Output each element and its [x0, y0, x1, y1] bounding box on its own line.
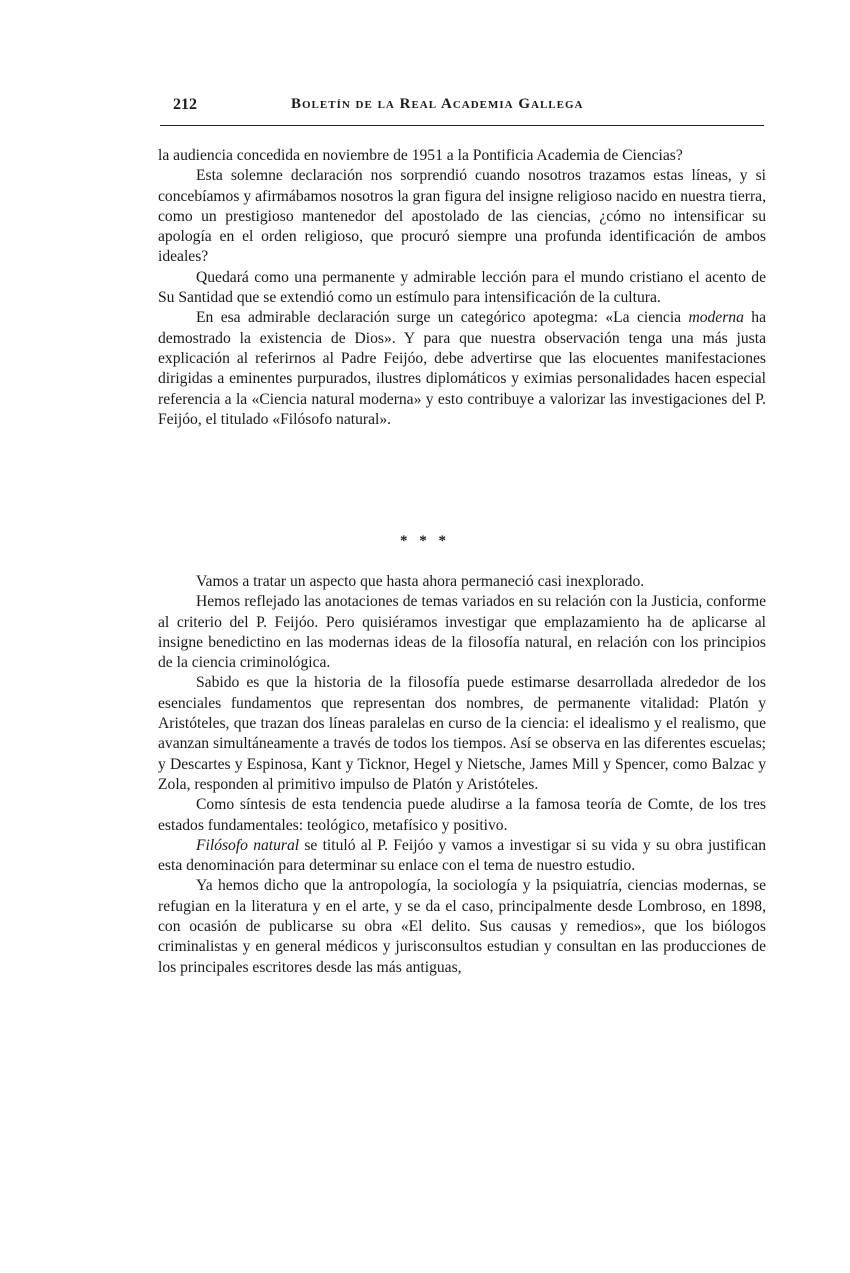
text-run: En esa admirable declaración surge un categórico apotegma: «La ciencia	[196, 309, 689, 327]
text-run: ha demostrado la existencia de Dios». Y para que nuestra observación tenga una más justa explicación al referirnos al Padre Feijóo, debe advertirse que las elocuentes manifestaciones dirigidas a eminentes purpurados, ilustres diplomáticos y eximias personalidades hacen especial referencia a la «Ciencia natural moderna» y esto contribuye a valorizar las investigaciones del P. Feijóo, el titulado «Filósofo natural».	[158, 309, 766, 428]
italic-text: Filósofo natural	[196, 836, 300, 854]
paragraph: Sabido es que la historia de la filosofía puede estimarse desarrollada alrededor de los esenciales fundamentos que representan dos nombres, de permanente vitalidad: Platón y Aristóteles, que trazan dos líneas paralelas en curso de la ciencia: el idealismo y el realismo, que avanzan simultáneamente a través de todos los tiempos. Así se observa en las diferentes escuelas; y Descartes y Espinosa, Kant y Ticknor, Hegel y Nietsche, James Mill y Spencer, como Balzac y Zola, responden al primitivo impulso de Platón y Aristóteles.	[158, 674, 766, 793]
text-run: se tituló al P. Feijóo y vamos a investigar si su vida y su obra justifican esta denominación para determinar su enlace con el tema de nuestro estudio.	[158, 836, 767, 875]
paragraph: Esta solemne declaración nos sorprendió cuando nosotros trazamos estas líneas, y si concebíamos y afirmábamos nosotros la gran figura del insigne religioso nacido en nuestra tierra, como un prestigioso mantenedor del apostolado de las ciencias, ¿cómo no intensificar su apología en el orden religioso, que procuró siempre una profunda identificación de ambos ideales?	[158, 167, 766, 266]
page-number: 212	[173, 96, 197, 113]
paragraph	[158, 836, 766, 877]
paragraph: Vamos a tratar un aspecto que hasta ahora permaneció casi inexplorado.	[196, 573, 645, 590]
paragraph	[158, 308, 766, 430]
paragraph: Como síntesis de esta tendencia puede aludirse a la famosa teoría de Comte, de los tres estados fundamentales: teológico, metafísico y positivo.	[158, 796, 766, 834]
paragraph: Quedará como una permanente y admirable lección para el mundo cristiano el acento de Su Santidad que se extendió como un estímulo para intensificación de la cultura.	[158, 268, 766, 307]
section-separator: * * *	[400, 533, 450, 549]
page-header	[155, 96, 765, 120]
body-text-section-1	[158, 146, 766, 430]
running-head: Boletín de la Real Academia Gallega	[291, 96, 584, 112]
header-rule	[160, 125, 764, 126]
paragraph: Hemos reflejado las anotaciones de temas variados en su relación con la Justicia, conforme al criterio del P. Feijóo. Pero quisiéramos investigar que emplazamiento ha de aplicarse al insigne benedictino en las modernas ideas de la filosofía natural, en relación con los principios de la ciencia criminológica.	[158, 593, 766, 672]
italic-text: moderna	[688, 309, 744, 327]
body-text-section-2	[158, 572, 766, 978]
paragraph: Ya hemos dicho que la antropología, la sociología y la psiquiatría, ciencias modernas, se refugian en la literatura y en el arte, y se da el caso, principalmente desde Lombroso, en 1898, con ocasión de publicarse su obra «El delito. Sus causas y remedios», que los biólogos criminalistas y en general médicos y jurisconsultos estudian y consultan en las producciones de los principales escritores desde las más antiguas,	[158, 877, 766, 976]
paragraph: la audiencia concedida en noviembre de 1951 a la Pontificia Academia de Ciencias?	[158, 147, 683, 164]
